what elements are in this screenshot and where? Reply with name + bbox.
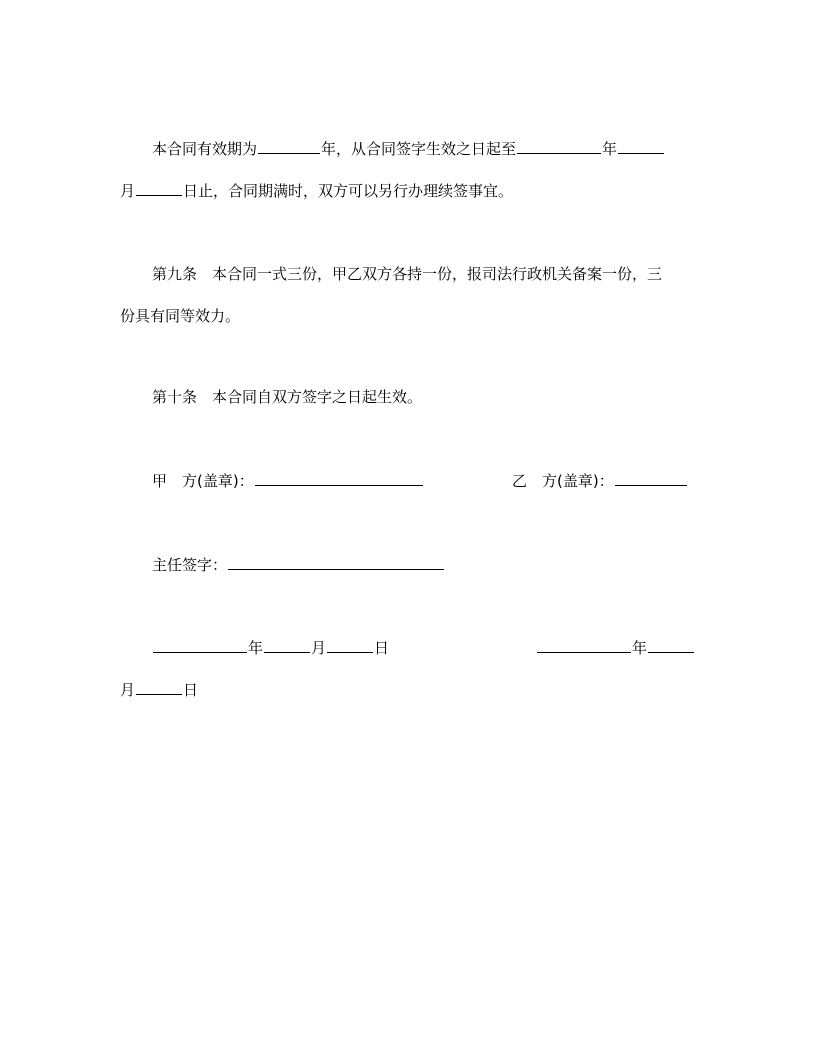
party-a-year-label: 年 [248, 639, 264, 657]
party-b-year-label: 年 [632, 639, 648, 657]
term-text-end: 日止，合同期满时，双方可以另行办理续签事宜。 [183, 182, 514, 200]
party-a-day-blank[interactable] [327, 637, 373, 653]
term-text-middle: 年，从合同签字生效之日起至 [321, 140, 517, 158]
clause-9-text: 本合同一式三份，甲乙双方各持一份，报司法行政机关备案一份，三 [212, 265, 663, 283]
term-clause-line-2 [120, 180, 513, 200]
clause-10-text: 本合同自双方签字之日起生效。 [212, 388, 423, 406]
term-end-month-blank[interactable] [618, 138, 664, 154]
party-a-label: 甲 方(盖章)： [152, 472, 254, 490]
party-a-month-blank[interactable] [264, 637, 310, 653]
director-signature-blank[interactable] [228, 554, 444, 570]
director-label: 主任签字： [152, 556, 228, 574]
term-clause-line-1 [152, 138, 665, 158]
party-b-month-blank[interactable] [648, 637, 694, 653]
clause-9-line-2 [120, 306, 240, 326]
party-a-year-blank[interactable] [153, 637, 247, 653]
party-a-signature-line [152, 470, 424, 490]
term-end-day-blank[interactable] [136, 180, 182, 196]
party-a-month-label: 月 [311, 639, 327, 657]
term-text-start: 本合同有效期为 [152, 140, 258, 158]
clause-9-text-cont: 份具有同等效力。 [120, 307, 241, 325]
party-b-seal-blank[interactable] [615, 470, 687, 486]
party-b-date-line-2 [120, 679, 198, 699]
party-b-signature-line [512, 470, 688, 490]
term-month-label: 月 [120, 182, 136, 200]
party-a-date-line [152, 637, 389, 657]
party-a-day-label: 日 [374, 639, 390, 657]
term-year-label: 年 [602, 140, 618, 158]
clause-10-line [152, 387, 422, 407]
party-b-day-label: 日 [183, 681, 199, 699]
director-signature-line [152, 554, 445, 574]
clause-9-line-1 [152, 264, 662, 284]
party-a-seal-blank[interactable] [255, 470, 423, 486]
party-b-label: 乙 方(盖章)： [512, 472, 614, 490]
party-b-date-line-1 [536, 637, 695, 657]
party-b-year-blank[interactable] [537, 637, 631, 653]
party-b-month-label: 月 [120, 681, 136, 699]
clause-9-label: 第九条 [152, 265, 198, 283]
term-end-year-blank[interactable] [517, 138, 601, 154]
party-b-day-blank[interactable] [136, 679, 182, 695]
clause-10-label: 第十条 [152, 388, 198, 406]
term-years-blank[interactable] [258, 138, 320, 154]
